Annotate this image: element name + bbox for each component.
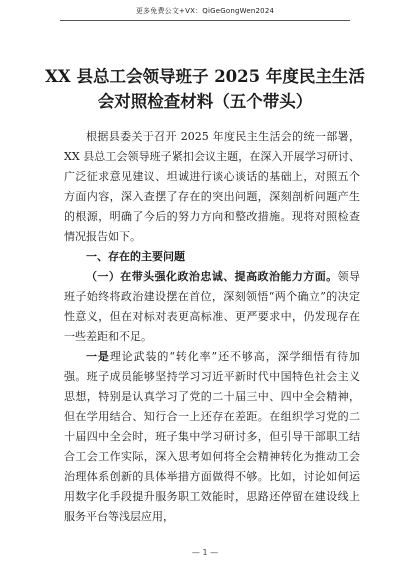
document-title: [40, 64, 370, 114]
section-heading: 一、存在的主要问题: [86, 250, 185, 263]
title-line-1: XX 县总工会领导班子 2025 年度民主生活: [45, 67, 365, 86]
title-line-2: 会对照检查材料（五个带头）: [97, 92, 313, 111]
intro-paragraph: 根据县委关于召开 2025 年度民主生活会的统一部署，XX 县总工会领导班子紧扣会议主题，在深入开展学习研讨、广泛征求意见建议、坦诚进行谈心谈话的基础上，对照五个方面内容，深入查摆了存在的突出问题，深刻剖析问题产生的根源，明确了今后的努力方向和整改措施。现将对照检查情况报告如下。: [64, 130, 360, 243]
page-header: 更多免费公文+VX：QiGeGongWen2024: [135, 7, 275, 15]
point-paragraph: [64, 347, 360, 527]
subsection-text: 领导班子始终将政治建设摆在首位，深刻领悟“两个确立”的决定性意义，但在对标对表更高标准、更严要求中，仍发现存在一些差距和不足。: [64, 270, 361, 343]
subsection-paragraph: [64, 267, 360, 347]
header-divider: [60, 20, 350, 21]
point-text: 理论武装的“转化率”还不够高，深学细悟有待加强。班子成员能够坚持学习习近平新时代中国特色社会主义思想，特别是认真学习了党的二十届三中、四中全会精神，但在学用结合、知行合一上还存在差距。在组织学习党的二十届四中全会时，班子集中学习研讨多，但引导干部职工结合工会工作实际，深入思考如何将全会精神转化为推动工会治理体系创新的具体举措方面做得不够。比如，讨论如何运用数字化手段提升服务职工效能时，思路还停留在建设线上服务平台等浅层应用，: [64, 350, 361, 523]
page-number: — 1 —: [191, 548, 219, 557]
subsection-heading: （一）在带头强化政治忠诚、提高政治能力方面。: [86, 270, 338, 283]
document-body: [64, 127, 360, 527]
point-lead: 一是: [86, 350, 110, 363]
